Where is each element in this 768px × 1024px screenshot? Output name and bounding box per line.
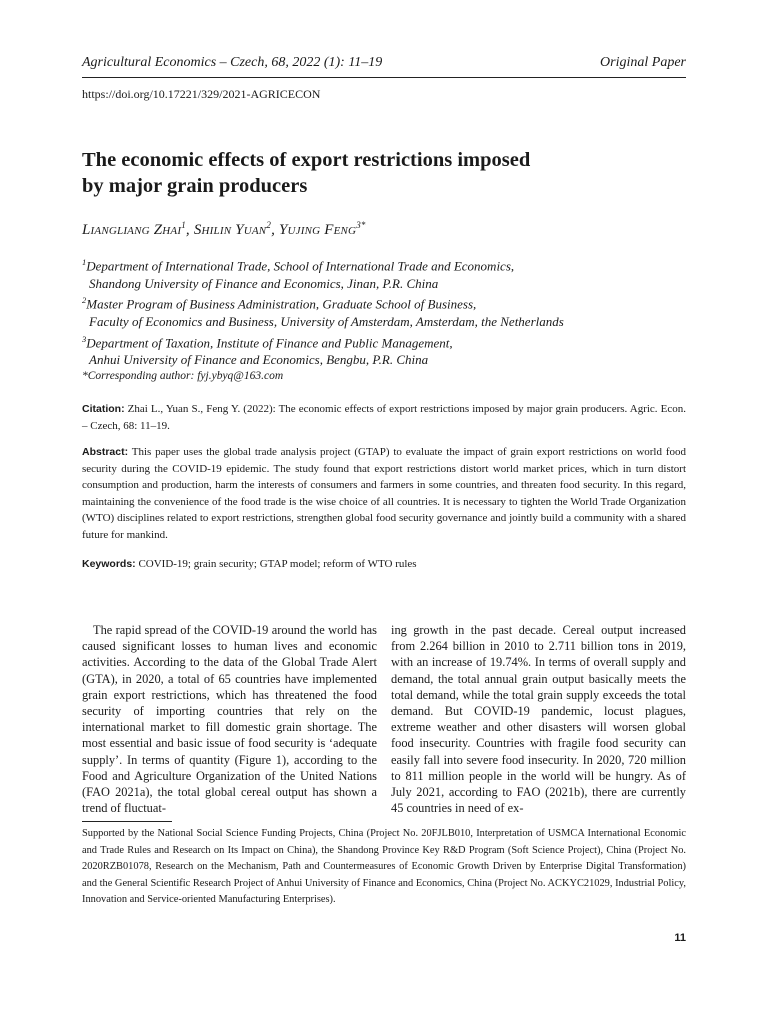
affiliation-1-cont: Shandong University of Finance and Economics, Jinan, P.R. China [89,275,439,291]
author-separator: , [185,222,194,238]
article-type: Original Paper [600,55,686,70]
corresponding-author: *Corresponding author: fyj.ybyq@163.com [82,370,284,382]
title-line-2: by major grain producers [82,175,308,197]
body-paragraph-continued: ing growth in the past decade. Cereal output increased from 2.264 billion in 2010 to 2.711 billion tons in 2019, with an increase of 19.74%. In terms of overall supply and demand, the total annual grain output basically meets the total demand, while the total grain supply exceeds the total demand. But COVID-19 pandemic, locust plagues, extreme weather and other disasters will worsen global food insecurity. Countries with fragile food security can easily fall into severe food insecurity. In 2020, 720 million to 811 million people in the world will be hungry. As of July 2021, according to FAO (2021b), there are currently 45 countries in need of ex- [391,623,686,816]
author-1: Liangliang Zhai [82,222,182,238]
affiliation-3-cont: Anhui University of Finance and Economics, Bengbu, P.R. China [89,352,429,368]
title-line-1: The economic effects of export restrictions imposed [82,149,531,171]
journal-citation: Agricultural Economics – Czech, 68, 2022 (1): 11–19 [82,55,383,70]
author-separator: , [271,222,279,238]
abstract-label: Abstract: [82,446,129,458]
header-rule [82,77,686,78]
abstract [82,444,686,543]
keywords [82,556,686,573]
footnote-rule [82,821,172,822]
running-header [82,55,686,71]
author-2-affil: 2 [266,220,272,230]
author-2: Shilin Yuan [193,222,267,238]
author-3-affil: 3* [356,220,366,230]
keywords-label: Keywords: [82,558,136,570]
funding-footnote: Supported by the National Social Science Funding Projects, China (Project No. 20FJLB010, Interpretation of USMCA International Economic and Trade Rules and Research on Its Impact on China), the Shandong Province Key R&D Program (Soft Science Project), China (Project No. 2020RZB01078, Research on the Mechanism, Path and Countermeasures of Economic Growth Driven by Enterprise Digital Transformation) and the General Scientific Research Project of Anhui University of Finance and Economics, China (Project No. ACKYC21029, Industrial Policy, Innovation and Service-oriented Manufacturing Enterprises). [82,828,686,905]
affiliation-3: $^3$Department of Taxation, Institute of Finance and Public Management, [82,333,453,350]
keywords-text: COVID-19; grain security; GTAP model; reform of WTO rules [135,558,417,570]
body-paragraph: The rapid spread of the COVID-19 around the world has caused significant losses to human lives and economic activities. According to the data of the Global Trade Alert (GTA), in 2020, a total of 65 countries have implemented grain export restrictions, which has threatened the food security of importing countries that rely on the international market to fill domestic grain shortage. The most essential and basic issue of food security is ‘adequate supply’. In terms of quantity (Figure 1), according to the Food and Agriculture Organization of the United Nations (FAO 2021a), the total global cereal output has shown a trend of fluctuat- [82,623,377,816]
affiliation-1: $^1$Department of International Trade, School of International Trade and Economics, [82,257,515,274]
citation [82,401,686,434]
abstract-text: This paper uses the global trade analysis project (GTAP) to evaluate the impact of grain export restrictions on world food security during the COVID-19 epidemic. The study found that export restrictions distort world market prices, which in turn distort consumption and production, harm the interests of consumers and farmers in some countries, and threaten food security. In this regard, maintaining the convenience of the food trade is the wise choice of all countries. It is necessary to tighten the World Trade Organization (WTO) disciplines related to export restrictions, strengthen global food security governance and jointly build a community with a shared future for mankind. [82,446,686,541]
article-title [82,147,686,199]
affiliation-2: $^2$Master Program of Business Administration, Graduate School of Business, [82,295,477,312]
author-1-affil: 1 [181,220,186,230]
author-list [82,220,366,239]
citation-text: Zhai L., Yuan S., Feng Y. (2022): The economic effects of export restrictions imposed by major grain producers. Agric. Econ. – Czech, 68: 11–19. [82,403,686,432]
author-3: Yujing Feng [278,222,357,238]
doi-link[interactable]: https://doi.org/10.17221/329/2021-AGRICECON [82,87,321,101]
page-number: 11 [674,932,686,944]
body-column-left [82,622,377,816]
affiliation-2-cont: Faculty of Economics and Business, University of Amsterdam, Amsterdam, the Netherlands [89,314,564,330]
body-column-right [391,622,686,816]
citation-label: Citation: [82,403,125,415]
affiliations [82,254,686,369]
